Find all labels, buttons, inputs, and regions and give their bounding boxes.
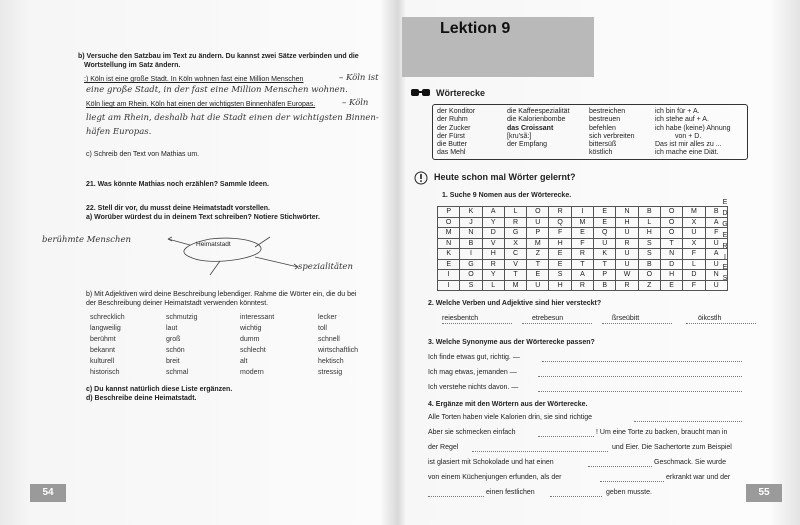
grid-cell[interactable]: Z	[638, 280, 660, 291]
example2-hand-c: häfen Europas.	[86, 127, 152, 137]
grid-cell[interactable]: V	[482, 238, 504, 249]
adjective: hektisch	[318, 358, 344, 365]
synonym-prompt: Ich mag etwas, jemanden —	[428, 369, 517, 376]
grid-cell[interactable]: N	[660, 249, 682, 260]
grid-cell[interactable]: M	[571, 217, 593, 228]
grid-cell[interactable]: E	[438, 259, 460, 270]
grid-cell[interactable]: Z	[527, 249, 549, 260]
word: köstlich	[589, 149, 613, 157]
grid-cell[interactable]: Q	[549, 217, 571, 228]
word: der Fürst	[437, 132, 466, 140]
word: die Kaffeespezialität	[507, 108, 570, 115]
grid-cell[interactable]: R	[571, 280, 593, 291]
grid-side-letter: E	[722, 199, 728, 206]
grid-side-letter: S	[722, 275, 728, 283]
word: der Empfang	[507, 141, 548, 149]
adjective: wichtig	[240, 325, 262, 332]
grid-cell[interactable]: U	[527, 217, 549, 228]
grid-cell[interactable]: E	[594, 217, 616, 228]
grid-cell[interactable]: E	[594, 207, 616, 218]
adjective-column-4	[318, 312, 358, 378]
grid-cell[interactable]: G	[504, 228, 526, 239]
grid-cell[interactable]: I	[571, 207, 593, 218]
grid-cell[interactable]: D	[683, 270, 705, 281]
grid-cell[interactable]: Y	[482, 270, 504, 281]
adjective: laut	[166, 325, 178, 332]
answer-line[interactable]	[550, 496, 602, 497]
grid-cell[interactable]: H	[660, 270, 682, 281]
word: von + D.	[675, 132, 702, 140]
grid-cell[interactable]: L	[638, 217, 660, 228]
fill-text: ! Um eine Torte zu backen, braucht man in	[596, 429, 728, 436]
grid-cell[interactable]: E	[549, 249, 571, 260]
grid-cell[interactable]: U	[705, 259, 727, 270]
fill-text: von einem Küchenjungen erfunden, als der	[428, 474, 562, 481]
grid-cell[interactable]: S	[460, 280, 482, 291]
grid-row	[438, 207, 728, 218]
exclamation-icon	[414, 171, 428, 185]
grid-cell[interactable]: F	[683, 249, 705, 260]
grid-cell[interactable]: X	[683, 217, 705, 228]
answer-line[interactable]	[538, 436, 594, 437]
word: ich mache eine Diät.	[655, 149, 719, 157]
grid-cell[interactable]: Ü	[616, 228, 638, 239]
word: bestreichen	[589, 108, 626, 115]
scrambled-word: ßrseübitt	[612, 315, 640, 322]
grid-cell[interactable]: M	[438, 228, 460, 239]
task-b2-line2: der Beschreibung deiner Heimatstadt verwenden könntest.	[86, 300, 269, 307]
answer-line[interactable]	[442, 323, 512, 324]
grid-side-letter: E	[722, 264, 728, 272]
word: der Ruhm	[437, 116, 468, 124]
adjective: bekannt	[90, 347, 115, 354]
grid-cell[interactable]: B	[638, 259, 660, 270]
grid-cell[interactable]: O	[660, 207, 682, 218]
grid-cell[interactable]: R	[616, 238, 638, 249]
section-title: Wörterecke	[436, 88, 486, 98]
grid-cell[interactable]: T	[571, 259, 593, 270]
page-number-left: 54	[30, 484, 66, 502]
grid-cell[interactable]: A	[705, 249, 727, 260]
grid-cell[interactable]: J	[460, 217, 482, 228]
mind-map-line-left	[168, 239, 190, 245]
grid-cell[interactable]: W	[616, 270, 638, 281]
grid-cell[interactable]: A	[571, 270, 593, 281]
grid-cell[interactable]: F	[571, 238, 593, 249]
example1-print: :) Köln ist eine große Stadt. In Köln wohnen fast eine Million Menschen	[84, 76, 304, 83]
adjective: groß	[166, 336, 181, 343]
word: die Butter	[437, 141, 467, 149]
word: Das ist mir alles zu ...	[655, 141, 722, 149]
grid-cell[interactable]: A	[482, 207, 504, 218]
question-2: 2. Welche Verben und Adjektive sind hier versteckt?	[428, 300, 602, 307]
task-b-line1: b) Versuche den Satzbau im Text zu ändern. Du kannst zwei Sätze verbinden und die	[78, 53, 359, 60]
grid-row	[438, 270, 728, 281]
grid-cell[interactable]: E	[527, 270, 549, 281]
section-heading: Heute schon mal Wörter gelernt?	[434, 172, 576, 182]
grid-cell[interactable]: Ü	[594, 238, 616, 249]
mind-map-line-up	[255, 237, 270, 247]
fill-text: und Eier. Die Sachertorte zum Beispiel	[612, 444, 732, 451]
answer-line[interactable]	[602, 323, 672, 324]
example1-hand-b: eine große Stadt, in der fast eine Million Menschen wohnen.	[86, 85, 348, 95]
word-column-2	[507, 108, 570, 149]
grid-cell[interactable]: H	[482, 249, 504, 260]
grid-cell[interactable]: B	[638, 207, 660, 218]
task-d: d) Beschreibe deine Heimatstadt.	[86, 395, 197, 402]
grid-cell[interactable]: E	[549, 259, 571, 270]
word: [kru'sã:]	[507, 132, 532, 140]
arrow-left-icon	[168, 237, 172, 241]
adjective-column-3	[240, 312, 274, 378]
grid-cell[interactable]: X	[504, 238, 526, 249]
mind-map-left-label: berühmte Menschen	[42, 235, 132, 245]
word-box	[432, 104, 748, 160]
word: das Croissant	[507, 124, 554, 132]
grid-cell[interactable]: S	[549, 270, 571, 281]
adjective: kulturell	[90, 358, 115, 365]
word-search-side-letters	[720, 198, 730, 285]
grid-side-letter: G	[722, 220, 728, 228]
grid-cell[interactable]: O	[527, 207, 549, 218]
right-page	[402, 0, 800, 525]
grid-cell[interactable]: S	[638, 238, 660, 249]
answer-line[interactable]	[428, 496, 484, 497]
grid-cell[interactable]: O	[460, 270, 482, 281]
grid-cell[interactable]: I	[460, 249, 482, 260]
adjective: schmal	[166, 369, 189, 376]
grid-cell[interactable]: D	[660, 259, 682, 270]
word: befehlen	[589, 124, 616, 132]
adjective: historisch	[90, 369, 120, 376]
grid-cell[interactable]: N	[616, 207, 638, 218]
grid-cell[interactable]: I	[438, 270, 460, 281]
grid-row	[438, 249, 728, 260]
mind-map-center-label: Heimatstadt	[196, 241, 231, 248]
grid-cell[interactable]: U	[527, 280, 549, 291]
left-page	[0, 0, 398, 525]
adjective: berühmt	[90, 336, 116, 343]
grid-cell[interactable]: D	[482, 228, 504, 239]
grid-cell[interactable]: R	[571, 249, 593, 260]
example2-print: Köln liegt am Rhein. Köln hat einen der wichtigsten Binnenhäfen Europas.	[86, 101, 316, 108]
grid-cell[interactable]: Ü	[683, 228, 705, 239]
answer-line[interactable]	[538, 391, 742, 392]
adjective: interessant	[240, 314, 275, 321]
grid-cell[interactable]: L	[482, 280, 504, 291]
task-b-line2: Wortstellung im Satz ändern.	[84, 62, 181, 69]
grid-cell[interactable]: N	[705, 270, 727, 281]
grid-cell[interactable]: I	[438, 280, 460, 291]
adjective: modern	[240, 369, 264, 376]
synonym-prompt: Ich finde etwas gut, richtig. —	[428, 354, 520, 361]
answer-line[interactable]	[588, 466, 652, 467]
adjective: schnell	[318, 336, 340, 343]
grid-cell[interactable]: Ü	[705, 238, 727, 249]
grid-cell[interactable]: B	[460, 238, 482, 249]
example1-hand-a: – Köln ist	[339, 73, 379, 83]
faded-header-text	[616, 30, 766, 70]
adjective: wirtschaftlich	[318, 347, 359, 354]
adjective: schlecht	[240, 347, 266, 354]
grid-row	[438, 228, 728, 239]
fill-text: geben musste.	[606, 489, 652, 496]
example2-hand-b: liegt am Rhein, deshalb hat die Stadt einen der wichtigsten Binnen-	[86, 113, 379, 123]
task-21: 21. Was könnte Mathias noch erzählen? Sammle Ideen.	[86, 181, 269, 188]
grid-cell[interactable]: E	[571, 228, 593, 239]
answer-line[interactable]	[686, 323, 756, 324]
mind-map-right-label: spezialitäten	[298, 262, 353, 272]
grid-side-letter: R	[722, 242, 728, 250]
grid-cell[interactable]: K	[438, 249, 460, 260]
word: das Mehl	[437, 149, 466, 157]
question-3: 3. Welche Synonyme aus der Wörterecke passen?	[428, 339, 595, 346]
grid-cell[interactable]: C	[504, 249, 526, 260]
fill-text: einen festlichen	[486, 489, 535, 496]
grid-cell[interactable]: M	[527, 238, 549, 249]
word: der Zucker	[437, 124, 471, 132]
answer-line[interactable]	[634, 421, 742, 422]
grid-cell[interactable]: R	[549, 207, 571, 218]
grid-cell[interactable]: O	[438, 217, 460, 228]
page-number-right: 55	[746, 484, 782, 502]
task-b2-line1: b) Mit Adjektiven wird deine Beschreibung lebendiger. Rahme die Wörter ein, die du bei	[86, 291, 357, 298]
grid-cell[interactable]: H	[638, 228, 660, 239]
grid-cell[interactable]: G	[460, 259, 482, 270]
grid-cell[interactable]: E	[660, 280, 682, 291]
grid-cell[interactable]: F	[683, 280, 705, 291]
fill-text: ist glasiert mit Schokolade und hat einen	[428, 459, 554, 466]
task-22-line2: a) Worüber würdest du in deinem Text schreiben? Notiere Stichwörter.	[86, 214, 320, 221]
grid-cell[interactable]: Q	[594, 228, 616, 239]
grid-cell[interactable]: S	[638, 249, 660, 260]
answer-line[interactable]	[522, 323, 592, 324]
question-1: 1. Suche 9 Nomen aus der Wörterecke.	[442, 192, 572, 199]
word: der Konditor	[437, 108, 476, 115]
grid-cell[interactable]: H	[616, 217, 638, 228]
grid-cell[interactable]: U	[616, 249, 638, 260]
adjective: schrecklich	[90, 314, 125, 321]
adjective: breit	[166, 358, 180, 365]
grid-row	[438, 217, 728, 228]
answer-line[interactable]	[542, 361, 742, 362]
grid-cell[interactable]: L	[683, 259, 705, 270]
glasses-icon	[410, 87, 432, 99]
adjective: langweilig	[90, 325, 121, 332]
task-c: c) Schreib den Text von Mathias um.	[86, 151, 200, 158]
adjective: stressig	[318, 369, 343, 376]
word: ich stehe auf + A.	[655, 116, 709, 124]
example2-hand-a: – Köln	[342, 98, 369, 108]
grid-cell[interactable]: N	[460, 228, 482, 239]
adjective: schön	[166, 347, 185, 354]
answer-line[interactable]	[472, 451, 608, 452]
lektion-title: Lektion 9	[440, 20, 511, 37]
adjective-column-2	[166, 312, 198, 378]
grid-cell[interactable]: Y	[482, 217, 504, 228]
task-c2: c) Du kannst natürlich diese Liste ergänzen.	[86, 386, 233, 393]
grid-cell[interactable]: L	[504, 207, 526, 218]
adjective: lecker	[318, 314, 337, 321]
word: bestreuen	[589, 116, 621, 124]
adjective-column-1	[90, 312, 125, 378]
adjective: toll	[318, 325, 327, 332]
grid-cell[interactable]: P	[438, 207, 460, 218]
word-search-grid	[437, 206, 728, 291]
adjective: dumm	[240, 336, 260, 343]
grid-cell[interactable]: T	[660, 238, 682, 249]
grid-side-letter: D	[722, 209, 728, 217]
grid-cell[interactable]: K	[594, 249, 616, 260]
answer-line[interactable]	[538, 376, 742, 377]
grid-cell[interactable]: R	[616, 280, 638, 291]
grid-cell[interactable]: F	[549, 228, 571, 239]
word: bittersüß	[589, 141, 617, 149]
mind-map-line-down	[210, 261, 220, 275]
grid-cell[interactable]: V	[504, 259, 526, 270]
word: sich verbreiten	[589, 132, 635, 140]
word-column-4	[655, 108, 731, 158]
word: ich habe (keine) Ahnung	[655, 124, 731, 132]
grid-cell[interactable]: H	[549, 238, 571, 249]
synonym-prompt: Ich verstehe nichts davon. —	[428, 384, 519, 391]
grid-cell[interactable]: T	[504, 270, 526, 281]
grid-cell[interactable]: T	[594, 259, 616, 270]
mind-map	[30, 225, 380, 285]
grid-cell[interactable]: M	[683, 207, 705, 218]
grid-row	[438, 238, 728, 249]
adjective: schmutzig	[166, 314, 198, 321]
grid-row	[438, 259, 728, 270]
grid-cell[interactable]: B	[594, 280, 616, 291]
grid-cell[interactable]: O	[638, 270, 660, 281]
grid-side-letter: E	[722, 231, 728, 239]
grid-cell[interactable]: P	[527, 228, 549, 239]
word: die Kalorienbombe	[507, 116, 566, 124]
grid-cell[interactable]: F	[705, 228, 727, 239]
grid-cell[interactable]: U	[616, 259, 638, 270]
word: ich bin für + A.	[655, 108, 700, 115]
grid-cell[interactable]: P	[594, 270, 616, 281]
fill-text: Geschmack. Sie wurde	[654, 459, 726, 466]
scrambled-word: etrebesun	[532, 315, 564, 322]
grid-cell[interactable]: R	[504, 217, 526, 228]
grid-cell[interactable]: R	[482, 259, 504, 270]
fill-text: der Regel	[428, 444, 459, 451]
task-22-line1: 22. Stell dir vor, du musst deine Heimatstadt vorstellen.	[86, 205, 270, 212]
answer-line[interactable]	[600, 481, 664, 482]
grid-cell[interactable]: Ö	[660, 228, 682, 239]
adjective: alt	[240, 358, 248, 365]
grid-side-letter: I	[724, 253, 726, 261]
mind-map-line-right	[255, 257, 298, 267]
scrambled-word: reiesbentch	[442, 315, 479, 322]
grid-cell[interactable]: Ö	[660, 217, 682, 228]
word-column-1	[437, 108, 475, 158]
grid-row	[438, 280, 728, 291]
grid-cell[interactable]: B	[705, 207, 727, 218]
grid-cell[interactable]: X	[683, 238, 705, 249]
grid-cell[interactable]: K	[460, 207, 482, 218]
grid-cell[interactable]: A	[705, 217, 727, 228]
fill-text: erkrankt war und der	[666, 474, 731, 481]
grid-cell[interactable]: T	[527, 259, 549, 270]
grid-cell[interactable]: M	[504, 280, 526, 291]
word-column-3	[589, 108, 635, 158]
scrambled-word: öikcstlh	[698, 315, 722, 322]
question-4: 4. Ergänze mit den Wörtern aus der Wörterecke.	[428, 401, 588, 408]
grid-cell[interactable]: H	[549, 280, 571, 291]
fill-text: Aber sie schmecken einfach	[428, 429, 516, 436]
grid-cell[interactable]: Ü	[705, 280, 727, 291]
fill-text: Alle Torten haben viele Kalorien drin, sie sind richtige	[428, 414, 593, 421]
grid-cell[interactable]: N	[438, 238, 460, 249]
